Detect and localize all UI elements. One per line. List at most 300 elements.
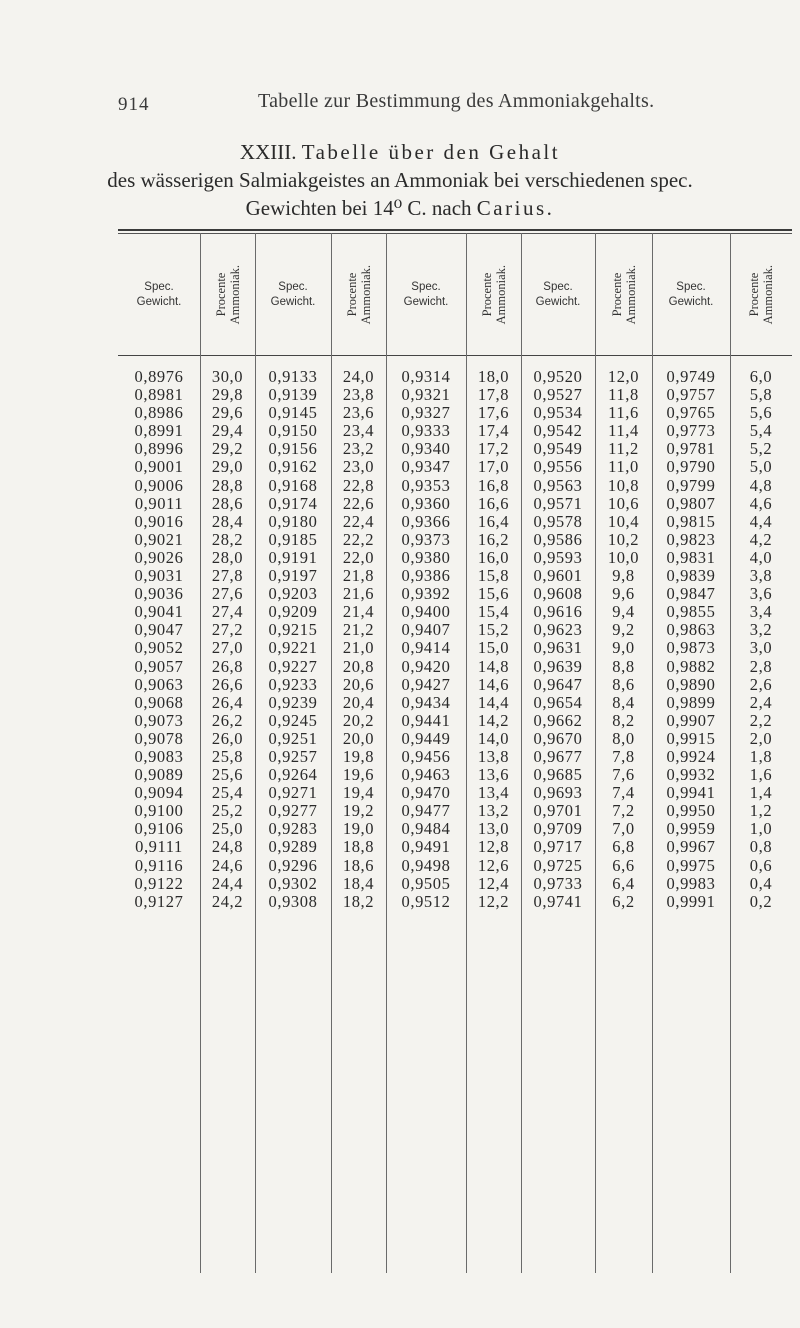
procent-ammoniak-value: 5,4 bbox=[749, 421, 773, 441]
header-procente-ammoniak: Procente Ammoniak. bbox=[213, 264, 242, 325]
procent-ammoniak-value: 26,2 bbox=[211, 710, 244, 730]
spec-gewicht-value: 0,9449 bbox=[401, 728, 451, 748]
spec-gewicht-value: 0,9006 bbox=[134, 475, 184, 495]
procent-ammoniak-value: 22,4 bbox=[342, 511, 375, 531]
spec-gewicht-value: 0,9283 bbox=[268, 819, 318, 839]
spec-gewicht-value: 0,9882 bbox=[666, 656, 716, 676]
procent-ammoniak-value: 14,8 bbox=[477, 656, 510, 676]
procent-ammoniak-value: 2,8 bbox=[749, 656, 773, 676]
spec-gewicht-value: 0,9353 bbox=[401, 475, 451, 495]
spec-gewicht-value: 0,9162 bbox=[268, 457, 318, 477]
procent-ammoniak-value: 16,2 bbox=[477, 529, 510, 549]
procent-ammoniak-value: 26,6 bbox=[211, 674, 244, 694]
procent-ammoniak-value: 17,6 bbox=[477, 403, 510, 423]
spec-gewicht-value: 0,9484 bbox=[401, 819, 451, 839]
procent-ammoniak-value: 0,4 bbox=[749, 873, 773, 893]
procent-ammoniak-value: 10,4 bbox=[607, 511, 640, 531]
spec-gewicht-value: 0,9586 bbox=[533, 529, 583, 549]
spec-gewicht-value: 0,9924 bbox=[666, 746, 716, 766]
spec-gewicht-value: 0,9463 bbox=[401, 765, 451, 785]
spec-gewicht-value: 0,9296 bbox=[268, 855, 318, 875]
spec-gewicht-value: 0,8981 bbox=[134, 385, 184, 405]
spec-gewicht-value: 0,9512 bbox=[401, 891, 451, 911]
header-procente-ammoniak: Procente Ammoniak. bbox=[609, 264, 638, 325]
procent-ammoniak-value: 18,2 bbox=[342, 891, 375, 911]
procent-ammoniak-value: 8,6 bbox=[612, 674, 635, 694]
procent-ammoniak-value: 21,6 bbox=[342, 584, 375, 604]
table-title-line-1 bbox=[0, 140, 800, 165]
spec-gewicht-value: 0,9847 bbox=[666, 584, 716, 604]
spec-gewicht-value: 0,9257 bbox=[268, 746, 318, 766]
procent-ammoniak-value: 22,6 bbox=[342, 493, 375, 513]
spec-gewicht-value: 0,9491 bbox=[401, 837, 451, 857]
spec-gewicht-value: 0,9174 bbox=[268, 493, 318, 513]
spec-gewicht-value: 0,9773 bbox=[666, 421, 716, 441]
procent-ammoniak-value: 21,4 bbox=[342, 602, 375, 622]
spec-gewicht-value: 0,9026 bbox=[134, 547, 184, 567]
spec-gewicht-value: 0,9347 bbox=[401, 457, 451, 477]
spec-gewicht-value: 0,9111 bbox=[135, 837, 183, 857]
spec-gewicht-value: 0,9983 bbox=[666, 873, 716, 893]
spec-gewicht-value: 0,9094 bbox=[134, 783, 184, 803]
spec-gewicht-value: 0,9185 bbox=[268, 529, 318, 549]
procent-ammoniak-column bbox=[466, 368, 521, 911]
procent-ammoniak-value: 7,0 bbox=[612, 819, 635, 839]
procent-ammoniak-value: 8,2 bbox=[612, 710, 635, 730]
spec-gewicht-value: 0,9899 bbox=[666, 692, 716, 712]
procent-ammoniak-value: 12,8 bbox=[477, 837, 510, 857]
spec-gewicht-value: 0,9477 bbox=[401, 801, 451, 821]
procent-ammoniak-value: 28,0 bbox=[211, 547, 244, 567]
spec-gewicht-value: 0,9662 bbox=[533, 710, 583, 730]
procent-ammoniak-value: 11,0 bbox=[608, 457, 639, 477]
spec-gewicht-value: 0,9498 bbox=[401, 855, 451, 875]
spec-gewicht-value: 0,9855 bbox=[666, 602, 716, 622]
procent-ammoniak-value: 26,0 bbox=[211, 728, 244, 748]
procent-ammoniak-value: 17,4 bbox=[477, 421, 510, 441]
spec-gewicht-value: 0,9116 bbox=[134, 855, 184, 875]
procent-ammoniak-value: 1,0 bbox=[749, 819, 773, 839]
spec-gewicht-value: 0,9366 bbox=[401, 511, 451, 531]
procent-ammoniak-value: 11,8 bbox=[608, 385, 639, 405]
spec-gewicht-value: 0,9685 bbox=[533, 765, 583, 785]
procent-ammoniak-value: 13,0 bbox=[477, 819, 510, 839]
spec-gewicht-value: 0,9441 bbox=[401, 710, 451, 730]
spec-gewicht-value: 0,9221 bbox=[268, 638, 318, 658]
procent-ammoniak-value: 20,0 bbox=[342, 728, 375, 748]
spec-gewicht-value: 0,9289 bbox=[268, 837, 318, 857]
table-number: XXIII. bbox=[239, 140, 297, 164]
procent-ammoniak-value: 5,8 bbox=[749, 385, 773, 405]
procent-ammoniak-value: 9,4 bbox=[612, 602, 635, 622]
procent-ammoniak-value: 7,2 bbox=[612, 801, 635, 821]
procent-ammoniak-value: 20,8 bbox=[342, 656, 375, 676]
spec-gewicht-value: 0,9790 bbox=[666, 457, 716, 477]
procent-ammoniak-value: 26,8 bbox=[211, 656, 244, 676]
procent-ammoniak-value: 2,6 bbox=[749, 674, 773, 694]
procent-ammoniak-value: 0,2 bbox=[749, 891, 773, 911]
ammonia-table bbox=[118, 229, 792, 1275]
spec-gewicht-value: 0,9639 bbox=[533, 656, 583, 676]
spec-gewicht-value: 0,9677 bbox=[533, 746, 583, 766]
procent-ammoniak-value: 16,8 bbox=[477, 475, 510, 495]
spec-gewicht-value: 0,9701 bbox=[533, 801, 583, 821]
spec-gewicht-value: 0,9083 bbox=[134, 746, 184, 766]
spec-gewicht-value: 0,9654 bbox=[533, 692, 583, 712]
procent-ammoniak-value: 12,4 bbox=[477, 873, 510, 893]
procent-ammoniak-value: 1,6 bbox=[749, 765, 773, 785]
header-spec-gewicht: Spec. Gewicht. bbox=[403, 280, 449, 308]
procent-ammoniak-column bbox=[595, 368, 652, 911]
spec-gewicht-value: 0,9321 bbox=[401, 385, 451, 405]
spec-gewicht-value: 0,9915 bbox=[666, 728, 716, 748]
procent-ammoniak-value: 6,0 bbox=[749, 367, 773, 386]
procent-ammoniak-value: 6,2 bbox=[612, 891, 635, 911]
spec-gewicht-value: 0,9578 bbox=[533, 511, 583, 531]
procent-ammoniak-value: 3,2 bbox=[749, 620, 773, 640]
procent-ammoniak-value: 22,2 bbox=[342, 529, 375, 549]
procent-ammoniak-value: 23,6 bbox=[342, 403, 375, 423]
procent-ammoniak-value: 18,8 bbox=[342, 837, 375, 857]
spec-gewicht-column bbox=[652, 368, 730, 911]
spec-gewicht-value: 0,9932 bbox=[666, 765, 716, 785]
procent-ammoniak-value: 21,0 bbox=[342, 638, 375, 658]
procent-ammoniak-value: 2,2 bbox=[749, 710, 773, 730]
spec-gewicht-value: 0,9047 bbox=[134, 620, 184, 640]
procent-ammoniak-value: 24,4 bbox=[211, 873, 244, 893]
spec-gewicht-value: 0,9991 bbox=[666, 891, 716, 911]
spec-gewicht-value: 0,9799 bbox=[666, 475, 716, 495]
spec-gewicht-value: 0,9191 bbox=[268, 547, 318, 567]
procent-ammoniak-value: 29,6 bbox=[211, 403, 244, 423]
spec-gewicht-value: 0,9470 bbox=[401, 783, 451, 803]
procent-ammoniak-value: 19,0 bbox=[342, 819, 375, 839]
procent-ammoniak-value: 2,0 bbox=[749, 728, 773, 748]
spec-gewicht-value: 0,9534 bbox=[533, 403, 583, 423]
procent-ammoniak-column bbox=[200, 368, 255, 911]
spec-gewicht-value: 0,9327 bbox=[401, 403, 451, 423]
procent-ammoniak-value: 16,4 bbox=[477, 511, 510, 531]
procent-ammoniak-value: 6,6 bbox=[612, 855, 635, 875]
spec-gewicht-value: 0,9549 bbox=[533, 439, 583, 459]
procent-ammoniak-value: 25,8 bbox=[211, 746, 244, 766]
spec-gewicht-value: 0,9400 bbox=[401, 602, 451, 622]
header-spec-gewicht: Spec. Gewicht. bbox=[136, 280, 182, 308]
procent-ammoniak-value: 9,2 bbox=[612, 620, 635, 640]
procent-ammoniak-value: 19,2 bbox=[342, 801, 375, 821]
spec-gewicht-value: 0,9807 bbox=[666, 493, 716, 513]
spec-gewicht-value: 0,9392 bbox=[401, 584, 451, 604]
procent-ammoniak-value: 17,2 bbox=[477, 439, 510, 459]
spec-gewicht-value: 0,9647 bbox=[533, 674, 583, 694]
procent-ammoniak-value: 3,4 bbox=[749, 602, 773, 622]
spec-gewicht-value: 0,9670 bbox=[533, 728, 583, 748]
spec-gewicht-value: 0,9180 bbox=[268, 511, 318, 531]
spec-gewicht-value: 0,9831 bbox=[666, 547, 716, 567]
spec-gewicht-value: 0,9608 bbox=[533, 584, 583, 604]
spec-gewicht-value: 0,9975 bbox=[666, 855, 716, 875]
procent-ammoniak-value: 4,2 bbox=[749, 529, 773, 549]
spec-gewicht-value: 0,9031 bbox=[134, 566, 184, 586]
spec-gewicht-value: 0,9100 bbox=[134, 801, 184, 821]
spec-gewicht-value: 0,9203 bbox=[268, 584, 318, 604]
spec-gewicht-value: 0,9420 bbox=[401, 656, 451, 676]
spec-gewicht-value: 0,9239 bbox=[268, 692, 318, 712]
procent-ammoniak-value: 24,6 bbox=[211, 855, 244, 875]
procent-ammoniak-value: 29,2 bbox=[211, 439, 244, 459]
spec-gewicht-value: 0,9106 bbox=[134, 819, 184, 839]
spec-gewicht-value: 0,9233 bbox=[268, 674, 318, 694]
procent-ammoniak-value: 29,8 bbox=[211, 385, 244, 405]
procent-ammoniak-value: 10,2 bbox=[607, 529, 640, 549]
procent-ammoniak-value: 28,6 bbox=[211, 493, 244, 513]
spec-gewicht-value: 0,9011 bbox=[134, 493, 184, 513]
procent-ammoniak-value: 24,8 bbox=[211, 837, 244, 857]
spec-gewicht-value: 0,9631 bbox=[533, 638, 583, 658]
procent-ammoniak-value: 1,8 bbox=[749, 746, 773, 766]
spec-gewicht-value: 0,9068 bbox=[134, 692, 184, 712]
spec-gewicht-value: 0,9505 bbox=[401, 873, 451, 893]
procent-ammoniak-value: 4,8 bbox=[749, 475, 773, 495]
spec-gewicht-column bbox=[118, 368, 200, 911]
procent-ammoniak-value: 15,8 bbox=[477, 566, 510, 586]
spec-gewicht-value: 0,9063 bbox=[134, 674, 184, 694]
procent-ammoniak-value: 19,8 bbox=[342, 746, 375, 766]
spec-gewicht-value: 0,9052 bbox=[134, 638, 184, 658]
spec-gewicht-value: 0,9036 bbox=[134, 584, 184, 604]
procent-ammoniak-value: 18,0 bbox=[477, 367, 510, 386]
procent-ammoniak-value: 27,4 bbox=[211, 602, 244, 622]
procent-ammoniak-value: 10,0 bbox=[607, 547, 640, 567]
spec-gewicht-value: 0,9078 bbox=[134, 728, 184, 748]
spec-gewicht-value: 0,9245 bbox=[268, 710, 318, 730]
spec-gewicht-value: 0,9839 bbox=[666, 566, 716, 586]
procent-ammoniak-value: 16,6 bbox=[477, 493, 510, 513]
procent-ammoniak-value: 26,4 bbox=[211, 692, 244, 712]
table-title-text: Tabelle über den Gehalt bbox=[301, 140, 561, 164]
spec-gewicht-value: 0,9717 bbox=[533, 837, 583, 857]
spec-gewicht-value: 0,9314 bbox=[401, 367, 451, 386]
procent-ammoniak-value: 10,8 bbox=[607, 475, 640, 495]
procent-ammoniak-value: 11,2 bbox=[608, 439, 639, 459]
procent-ammoniak-value: 22,0 bbox=[342, 547, 375, 567]
spec-gewicht-value: 0,9527 bbox=[533, 385, 583, 405]
spec-gewicht-value: 0,9127 bbox=[134, 891, 184, 911]
spec-gewicht-value: 0,9815 bbox=[666, 511, 716, 531]
procent-ammoniak-value: 3,8 bbox=[749, 566, 773, 586]
procent-ammoniak-value: 28,2 bbox=[211, 529, 244, 549]
spec-gewicht-value: 0,9823 bbox=[666, 529, 716, 549]
spec-gewicht-value: 0,9959 bbox=[666, 819, 716, 839]
procent-ammoniak-value: 24,2 bbox=[211, 891, 244, 911]
procent-ammoniak-value: 1,4 bbox=[749, 783, 773, 803]
spec-gewicht-value: 0,8996 bbox=[134, 439, 184, 459]
spec-gewicht-value: 0,9520 bbox=[533, 367, 583, 386]
procent-ammoniak-value: 8,4 bbox=[612, 692, 635, 712]
procent-ammoniak-value: 14,0 bbox=[477, 728, 510, 748]
procent-ammoniak-value: 4,0 bbox=[749, 547, 773, 567]
procent-ammoniak-value: 17,8 bbox=[477, 385, 510, 405]
spec-gewicht-value: 0,9333 bbox=[401, 421, 451, 441]
procent-ammoniak-value: 2,4 bbox=[749, 692, 773, 712]
spec-gewicht-value: 0,9593 bbox=[533, 547, 583, 567]
spec-gewicht-value: 0,8986 bbox=[134, 403, 184, 423]
spec-gewicht-value: 0,9749 bbox=[666, 367, 716, 386]
procent-ammoniak-value: 23,8 bbox=[342, 385, 375, 405]
procent-ammoniak-value: 7,4 bbox=[612, 783, 635, 803]
table-top-rule bbox=[118, 229, 792, 231]
procent-ammoniak-value: 27,6 bbox=[211, 584, 244, 604]
spec-gewicht-column bbox=[521, 368, 595, 911]
procent-ammoniak-value: 18,4 bbox=[342, 873, 375, 893]
procent-ammoniak-column bbox=[331, 368, 386, 911]
procent-ammoniak-value: 29,4 bbox=[211, 421, 244, 441]
procent-ammoniak-value: 11,4 bbox=[608, 421, 639, 441]
spec-gewicht-value: 0,9373 bbox=[401, 529, 451, 549]
procent-ammoniak-value: 0,6 bbox=[749, 855, 773, 875]
procent-ammoniak-value: 21,8 bbox=[342, 566, 375, 586]
spec-gewicht-value: 0,9271 bbox=[268, 783, 318, 803]
procent-ammoniak-value: 0,8 bbox=[749, 837, 773, 857]
spec-gewicht-value: 0,9209 bbox=[268, 602, 318, 622]
spec-gewicht-value: 0,9741 bbox=[533, 891, 583, 911]
procent-ammoniak-column bbox=[730, 368, 792, 911]
procent-ammoniak-value: 27,8 bbox=[211, 566, 244, 586]
procent-ammoniak-value: 7,8 bbox=[612, 746, 635, 766]
spec-gewicht-value: 0,9556 bbox=[533, 457, 583, 477]
spec-gewicht-value: 0,9168 bbox=[268, 475, 318, 495]
spec-gewicht-value: 0,9601 bbox=[533, 566, 583, 586]
procent-ammoniak-value: 4,6 bbox=[749, 493, 773, 513]
spec-gewicht-value: 0,9016 bbox=[134, 511, 184, 531]
procent-ammoniak-value: 8,8 bbox=[612, 656, 635, 676]
spec-gewicht-value: 0,9041 bbox=[134, 602, 184, 622]
header-spec-gewicht: Spec. Gewicht. bbox=[270, 280, 316, 308]
spec-gewicht-value: 0,9302 bbox=[268, 873, 318, 893]
procent-ammoniak-value: 1,2 bbox=[749, 801, 773, 821]
header-procente-ammoniak: Procente Ammoniak. bbox=[344, 264, 373, 325]
table-title-line-2: des wässerigen Salmiakgeistes an Ammoniak bei verschiedenen spec. bbox=[107, 168, 693, 192]
procent-ammoniak-value: 10,6 bbox=[607, 493, 640, 513]
spec-gewicht-value: 0,9089 bbox=[134, 765, 184, 785]
spec-gewicht-value: 0,9227 bbox=[268, 656, 318, 676]
procent-ammoniak-value: 30,0 bbox=[211, 367, 244, 386]
procent-ammoniak-value: 15,0 bbox=[477, 638, 510, 658]
procent-ammoniak-value: 12,0 bbox=[607, 367, 640, 386]
header-procente-ammoniak: Procente Ammoniak. bbox=[747, 264, 775, 325]
procent-ammoniak-value: 5,2 bbox=[749, 439, 773, 459]
spec-gewicht-value: 0,9380 bbox=[401, 547, 451, 567]
spec-gewicht-value: 0,9693 bbox=[533, 783, 583, 803]
spec-gewicht-value: 0,8976 bbox=[134, 367, 184, 386]
spec-gewicht-value: 0,9139 bbox=[268, 385, 318, 405]
spec-gewicht-value: 0,9360 bbox=[401, 493, 451, 513]
spec-gewicht-value: 0,9073 bbox=[134, 710, 184, 730]
spec-gewicht-value: 0,9264 bbox=[268, 765, 318, 785]
spec-gewicht-value: 0,9765 bbox=[666, 403, 716, 423]
procent-ammoniak-value: 9,8 bbox=[612, 566, 635, 586]
procent-ammoniak-value: 13,2 bbox=[477, 801, 510, 821]
header-spec-gewicht: Spec. Gewicht. bbox=[668, 280, 714, 308]
spec-gewicht-column bbox=[386, 368, 466, 911]
spec-gewicht-value: 0,9340 bbox=[401, 439, 451, 459]
spec-gewicht-value: 0,9950 bbox=[666, 801, 716, 821]
procent-ammoniak-value: 19,6 bbox=[342, 765, 375, 785]
procent-ammoniak-value: 14,6 bbox=[477, 674, 510, 694]
procent-ammoniak-value: 5,0 bbox=[749, 457, 773, 477]
table-title-line-3 bbox=[0, 196, 800, 221]
procent-ammoniak-value: 19,4 bbox=[342, 783, 375, 803]
procent-ammoniak-value: 20,4 bbox=[342, 692, 375, 712]
spec-gewicht-value: 0,9427 bbox=[401, 674, 451, 694]
procent-ammoniak-value: 25,6 bbox=[211, 765, 244, 785]
procent-ammoniak-value: 20,6 bbox=[342, 674, 375, 694]
procent-ammoniak-value: 9,0 bbox=[612, 638, 635, 658]
procent-ammoniak-value: 6,4 bbox=[612, 873, 635, 893]
procent-ammoniak-value: 23,0 bbox=[342, 457, 375, 477]
spec-gewicht-value: 0,9616 bbox=[533, 602, 583, 622]
header-rule bbox=[118, 355, 792, 356]
spec-gewicht-value: 0,9386 bbox=[401, 566, 451, 586]
procent-ammoniak-value: 14,2 bbox=[477, 710, 510, 730]
spec-gewicht-value: 0,9407 bbox=[401, 620, 451, 640]
spec-gewicht-value: 0,9542 bbox=[533, 421, 583, 441]
procent-ammoniak-value: 27,0 bbox=[211, 638, 244, 658]
procent-ammoniak-value: 17,0 bbox=[477, 457, 510, 477]
procent-ammoniak-value: 3,6 bbox=[749, 584, 773, 604]
spec-gewicht-value: 0,9733 bbox=[533, 873, 583, 893]
spec-gewicht-value: 0,9215 bbox=[268, 620, 318, 640]
header-procente-ammoniak: Procente Ammoniak. bbox=[479, 264, 508, 325]
procent-ammoniak-value: 13,6 bbox=[477, 765, 510, 785]
running-head: Tabelle zur Bestimmung des Ammoniakgehalts. bbox=[258, 90, 655, 112]
procent-ammoniak-value: 8,0 bbox=[612, 728, 635, 748]
spec-gewicht-value: 0,9414 bbox=[401, 638, 451, 658]
spec-gewicht-value: 0,9156 bbox=[268, 439, 318, 459]
procent-ammoniak-value: 15,2 bbox=[477, 620, 510, 640]
spec-gewicht-value: 0,9057 bbox=[134, 656, 184, 676]
procent-ammoniak-value: 28,4 bbox=[211, 511, 244, 531]
procent-ammoniak-value: 25,2 bbox=[211, 801, 244, 821]
spec-gewicht-value: 0,9251 bbox=[268, 728, 318, 748]
procent-ammoniak-value: 11,6 bbox=[608, 403, 639, 423]
spec-gewicht-value: 0,9133 bbox=[268, 367, 318, 386]
spec-gewicht-value: 0,9967 bbox=[666, 837, 716, 857]
spec-gewicht-value: 0,9456 bbox=[401, 746, 451, 766]
procent-ammoniak-value: 28,8 bbox=[211, 475, 244, 495]
procent-ammoniak-value: 16,0 bbox=[477, 547, 510, 567]
procent-ammoniak-value: 13,4 bbox=[477, 783, 510, 803]
spec-gewicht-value: 0,9145 bbox=[268, 403, 318, 423]
procent-ammoniak-value: 13,8 bbox=[477, 746, 510, 766]
procent-ammoniak-value: 7,6 bbox=[612, 765, 635, 785]
procent-ammoniak-value: 23,4 bbox=[342, 421, 375, 441]
procent-ammoniak-value: 9,6 bbox=[612, 584, 635, 604]
procent-ammoniak-value: 15,6 bbox=[477, 584, 510, 604]
procent-ammoniak-value: 12,6 bbox=[477, 855, 510, 875]
procent-ammoniak-value: 3,0 bbox=[749, 638, 773, 658]
procent-ammoniak-value: 20,2 bbox=[342, 710, 375, 730]
spec-gewicht-value: 0,9150 bbox=[268, 421, 318, 441]
procent-ammoniak-value: 23,2 bbox=[342, 439, 375, 459]
spec-gewicht-value: 0,9277 bbox=[268, 801, 318, 821]
procent-ammoniak-value: 14,4 bbox=[477, 692, 510, 712]
spec-gewicht-value: 0,9001 bbox=[134, 457, 184, 477]
spec-gewicht-value: 0,9623 bbox=[533, 620, 583, 640]
spec-gewicht-value: 0,9890 bbox=[666, 674, 716, 694]
spec-gewicht-value: 0,9873 bbox=[666, 638, 716, 658]
spec-gewicht-value: 0,9308 bbox=[268, 891, 318, 911]
